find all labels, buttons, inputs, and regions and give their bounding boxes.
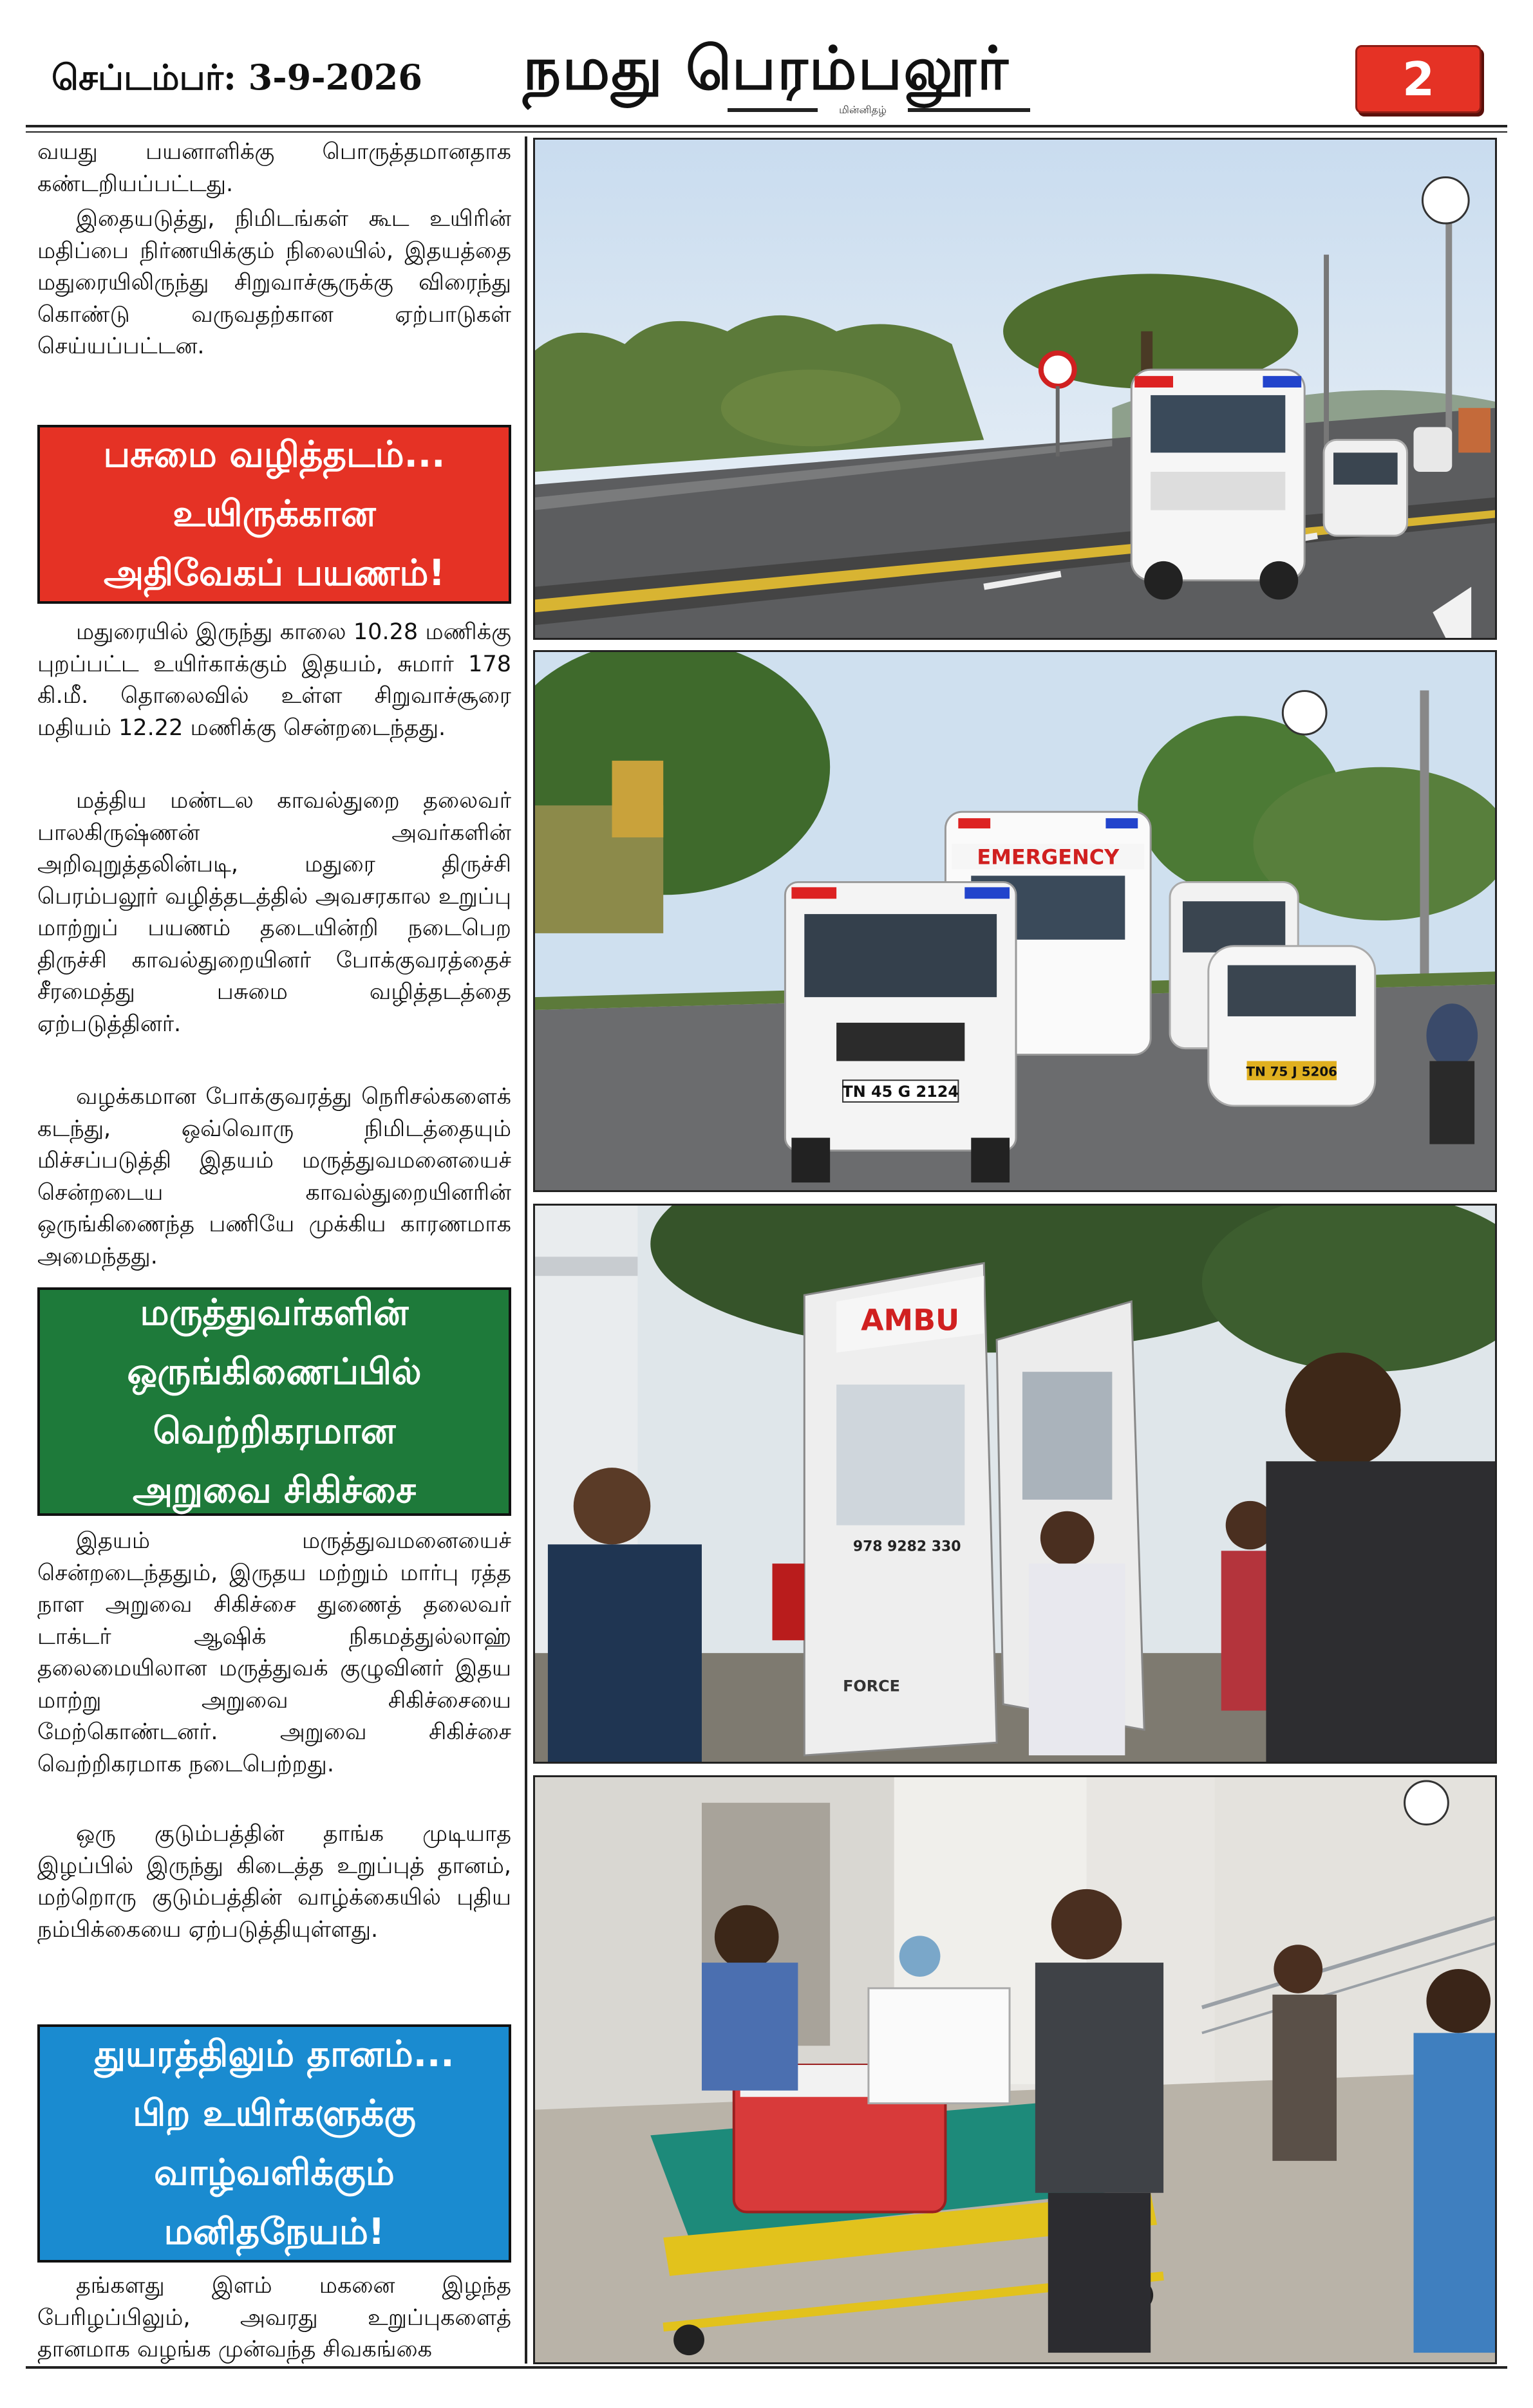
- subhead-line: துயரத்திலும் தானம்...: [94, 2033, 455, 2075]
- footer-rule: [26, 2366, 1507, 2369]
- article-paragraph: மதுரையில் இருந்து காலை 10.28 மணிக்கு புறப்பட்ட உயிர்காக்கும் இதயம், சுமார் 178 கி.மீ. தொலைவில் உள்ள சிறுவாச்சூரை மதியம் 12.22 மணிக்கு சென்றடைந்தது.: [37, 619, 511, 741]
- subhead-line: பசுமை வழித்தடம்...: [103, 434, 446, 476]
- header-rule: [26, 125, 1507, 127]
- photo-ambulance-unloading: [533, 1204, 1497, 1764]
- article-paragraph: வயது பயனாளிக்கு பொருத்தமானதாக கண்டறியப்பட்டது.: [37, 139, 511, 197]
- column-divider: [525, 136, 527, 2364]
- photo-text-plate-2: TN 75 J 5206: [1246, 1064, 1338, 1079]
- page-number-badge: 2: [1355, 45, 1481, 113]
- subhead-line: அதிவேகப் பயணம்!: [103, 552, 445, 594]
- subhead-line: வாழ்வளிக்கும்: [154, 2152, 395, 2194]
- masthead-title: நமது பெரம்பலூர்: [523, 33, 1010, 103]
- article-paragraph: தங்களது இளம் மகனை இழந்த பேரிழப்பிலும், அவரது உறுப்புகளைத் தானமாக வழங்க முன்வந்த சிவகங்கை: [37, 2273, 511, 2362]
- subhead-line: ஒருங்கிணைப்பில்: [127, 1350, 422, 1393]
- article-paragraph: வழக்கமான போக்குவரத்து நெரிசல்களைக் கடந்து, ஒவ்வொரு நிமிடத்தையும் மிச்சப்படுத்தி இதயம் மருத்துவமனையைச் சென்றடைய காவல்துறையினரின் ஒருங்கிணைந்த பணியே முக்கிய காரணமாக அமைந்தது.: [37, 1084, 511, 1269]
- photo-text-ambulance: AMBU: [861, 1303, 960, 1338]
- photo-text-emergency: EMERGENCY: [977, 845, 1120, 870]
- article-paragraph: ஒரு குடும்பத்தின் தாங்க முடியாத இழப்பில் இருந்து கிடைத்த உறுப்புத் தானம், மற்றொரு குடும்பத்தின் வாழ்க்கையில் புதிய நம்பிக்கையை ஏற்படுத்தியுள்ளது.: [37, 1821, 511, 1943]
- issue-date: செப்டம்பர்: 3-9-2026: [52, 57, 422, 98]
- article-paragraph: மத்திய மண்டல காவல்துறை தலைவர் பாலகிருஷ்ணன் அவர்களின் அறிவுறுத்தலின்படி, மதுரை திருச்சி பெரம்பலூர் வழித்தடத்தில் அவசரகால உறுப்பு மாற்றுப் பயணம் தடையின்றி நடைபெற திருச்சி காவல்துறையினர் போக்குவரத்தைச் சீரமைத்து பசுமை வழித்தடத்தை ஏற்படுத்தினர்.: [37, 788, 511, 1037]
- masthead-subtitle: மின்னிதழ்: [818, 103, 908, 117]
- photo-text-phone: 978 9282 330: [852, 1538, 961, 1555]
- article-paragraph: இதையடுத்து, நிமிடங்கள் கூட உயிரின் மதிப்பை நிர்ணயிக்கும் நிலையில், இதயத்தை மதுரையிலிருந்து சிறுவாச்சூருக்கு விரைந்து கொண்டு வருவதற்கான ஏற்பாடுகள் செய்யப்பட்டன.: [37, 206, 511, 359]
- photo-highway-convoy: [533, 138, 1497, 640]
- subhead-line: மருத்துவர்களின்: [140, 1291, 409, 1334]
- subhead-line: பிற உயிர்களுக்கு: [133, 2093, 416, 2134]
- subhead-green-corridor: [37, 425, 511, 604]
- subhead-donation-humanity: [37, 2024, 511, 2263]
- article-paragraph: இதயம் மருத்துவமனையைச் சென்றடைந்ததும், இருதய மற்றும் மார்பு ரத்த நாள அறுவை சிகிச்சை துணைத் தலைவர் டாக்டர் ஆஷிக் நிகமத்துல்லாஹ் தலைமையிலான மருத்துவக் குழுவினர் இதய மாற்று அறுவை சிகிச்சையை மேற்கொண்டனர். அறுவை சிகிச்சை வெற்றிகரமாக நடைபெற்றது.: [37, 1528, 511, 1777]
- photo-ambulance-convoy: [533, 650, 1497, 1192]
- photo-organ-box-stretcher: [533, 1775, 1497, 2364]
- subhead-line: அறுவை சிகிச்சை: [133, 1469, 416, 1511]
- subhead-line: உயிருக்கான: [173, 493, 376, 535]
- photo-text-plate-1: TN 45 G 2124: [842, 1083, 959, 1101]
- page-header: [0, 0, 1533, 129]
- subhead-line: மனிதநேயம்!: [164, 2211, 385, 2253]
- photo-text-brand: FORCE: [843, 1677, 900, 1695]
- header-rule-thin: [26, 131, 1507, 133]
- subhead-line: வெற்றிகரமான: [153, 1410, 396, 1452]
- subhead-surgery-success: [37, 1287, 511, 1516]
